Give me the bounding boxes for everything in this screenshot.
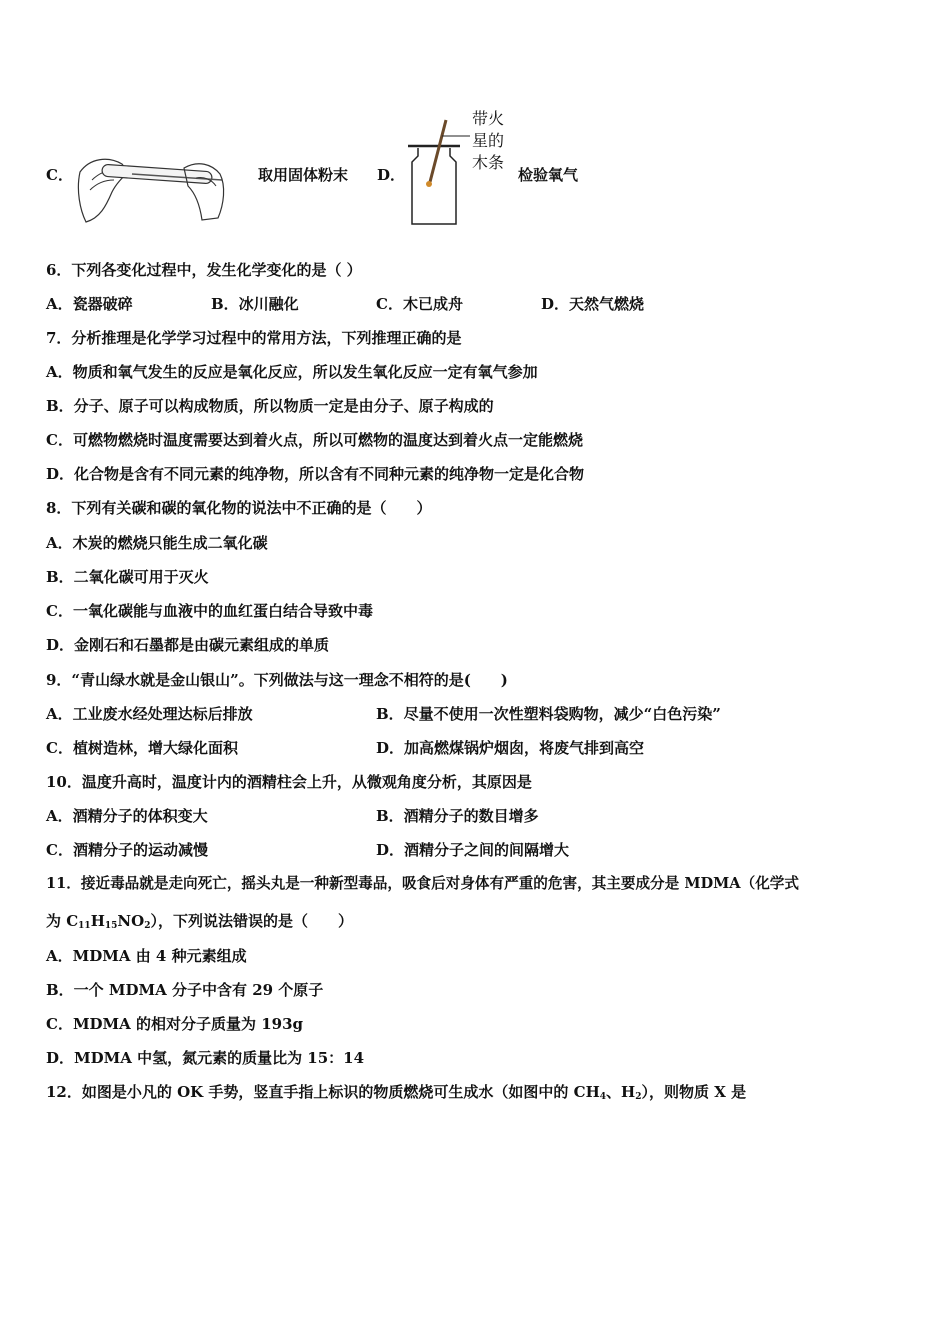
powder-scoop-illustration (72, 150, 232, 234)
splint-annotation-3: 木条 (472, 153, 505, 172)
q11-stem-line1: 11．接近毒品就是走向死亡，摇头丸是一种新型毒品，吸食后对身体有严重的危害，其主要成分是 MDMA（化学式 (46, 875, 799, 892)
test-tube-hands-icon (72, 150, 232, 230)
q7-option-b: B．分子、原子可以构成物质，所以物质一定是由分子、原子构成的 (46, 397, 494, 415)
q6-stem: 6．下列各变化过程中，发生化学变化的是（ ） (46, 261, 362, 279)
option-c-caption: 取用固体粉末 (258, 166, 349, 184)
q11-option-b: B．一个 MDMA 分子中含有 29 个原子 (46, 981, 324, 999)
q7-option-c: C．可燃物燃烧时温度需要达到着火点，所以可燃物的温度达到着火点一定能燃烧 (46, 431, 583, 449)
splint-annotation-1: 带火 (472, 109, 505, 128)
q6-option-a: A．瓷器破碎 (46, 295, 133, 313)
q7-stem: 7．分析推理是化学学习过程中的常用方法，下列推理正确的是 (46, 329, 462, 347)
q9-option-c: C．植树造林，增大绿化面积 (46, 739, 238, 757)
q11-stem-suffix: ），下列说法错误的是（ ） (150, 912, 353, 930)
q12-stem-suffix: ），则物质 X 是 (641, 1083, 747, 1101)
q6-options (46, 294, 644, 314)
q12-sub-h2: 2 (635, 1092, 642, 1102)
q11-formula-no: NO (117, 912, 145, 930)
q8-option-a: A．木炭的燃烧只能生成二氧化碳 (46, 534, 268, 552)
q9-option-b: B．尽量不使用一次性塑料袋购物，减少“白色污染” (376, 705, 721, 723)
option-c-label: C． (46, 166, 73, 184)
q11-formula-h: H (90, 912, 105, 930)
q12-stem-mid: 、H (606, 1083, 636, 1101)
q10-stem: 10．温度升高时，温度计内的酒精柱会上升，从微观角度分析，其原因是 (46, 773, 532, 791)
q9-option-a: A．工业废水经处理达标后排放 (46, 705, 253, 723)
q6-option-b: B．冰川融化 (211, 295, 299, 313)
q7-option-d: D．化合物是含有不同元素的纯净物，所以含有不同种元素的纯净物一定是化合物 (46, 465, 585, 483)
q11-stem-line2 (46, 911, 353, 936)
q9-options-row1 (46, 704, 906, 724)
q11-option-d: D．MDMA 中氢，氮元素的质量比为 15：14 (46, 1049, 365, 1067)
q8-stem: 8．下列有关碳和碳的氧化物的说法中不正确的是（ ） (46, 499, 432, 517)
q10-option-a: A．酒精分子的体积变大 (46, 807, 208, 825)
q11-formula-prefix: 为 C (46, 912, 79, 930)
q10-options-row2 (46, 840, 906, 860)
q9-option-d: D．加高燃煤锅炉烟囱，将废气排到高空 (376, 739, 645, 757)
q11-formula-sub-o: 2 (144, 921, 151, 931)
q7-option-a: A．物质和氧气发生的反应是氧化反应，所以发生氧化反应一定有氧气参加 (46, 363, 538, 381)
q8-option-d: D．金刚石和石墨都是由碳元素组成的单质 (46, 636, 330, 654)
q12-stem-prefix: 12．如图是小凡的 OK 手势，竖直手指上标识的物质燃烧可生成水（如图中的 CH (46, 1083, 600, 1101)
splint-annotation-2: 星的 (472, 131, 505, 150)
q11-formula-sub-h: 15 (104, 921, 118, 931)
option-d-label: D． (377, 166, 406, 184)
q12-sub-ch4: 4 (599, 1092, 607, 1102)
q12-stem (46, 1082, 746, 1107)
q10-option-b: B．酒精分子的数目增多 (376, 807, 539, 825)
q8-option-b: B．二氧化碳可用于灭火 (46, 568, 209, 586)
q10-options-row1 (46, 806, 906, 826)
option-d-caption: 检验氧气 (518, 166, 579, 184)
q6-option-c: C．木已成舟 (376, 295, 463, 313)
q9-stem: 9．“青山绿水就是金山银山”。下列做法与这一理念不相符的是( ) (46, 671, 508, 689)
q11-option-a: A．MDMA 由 4 种元素组成 (46, 947, 247, 965)
q8-option-c: C．一氧化碳能与血液中的血红蛋白结合导致中毒 (46, 602, 373, 620)
q11-option-c: C．MDMA 的相对分子质量为 193g (46, 1015, 304, 1033)
q6-option-d: D．天然气燃烧 (541, 295, 645, 313)
q10-option-d: D．酒精分子之间的间隔增大 (376, 841, 570, 859)
q11-formula-sub-c: 11 (78, 921, 91, 931)
q10-option-c: C．酒精分子的运动减慢 (46, 841, 208, 859)
q9-options-row2 (46, 738, 906, 758)
